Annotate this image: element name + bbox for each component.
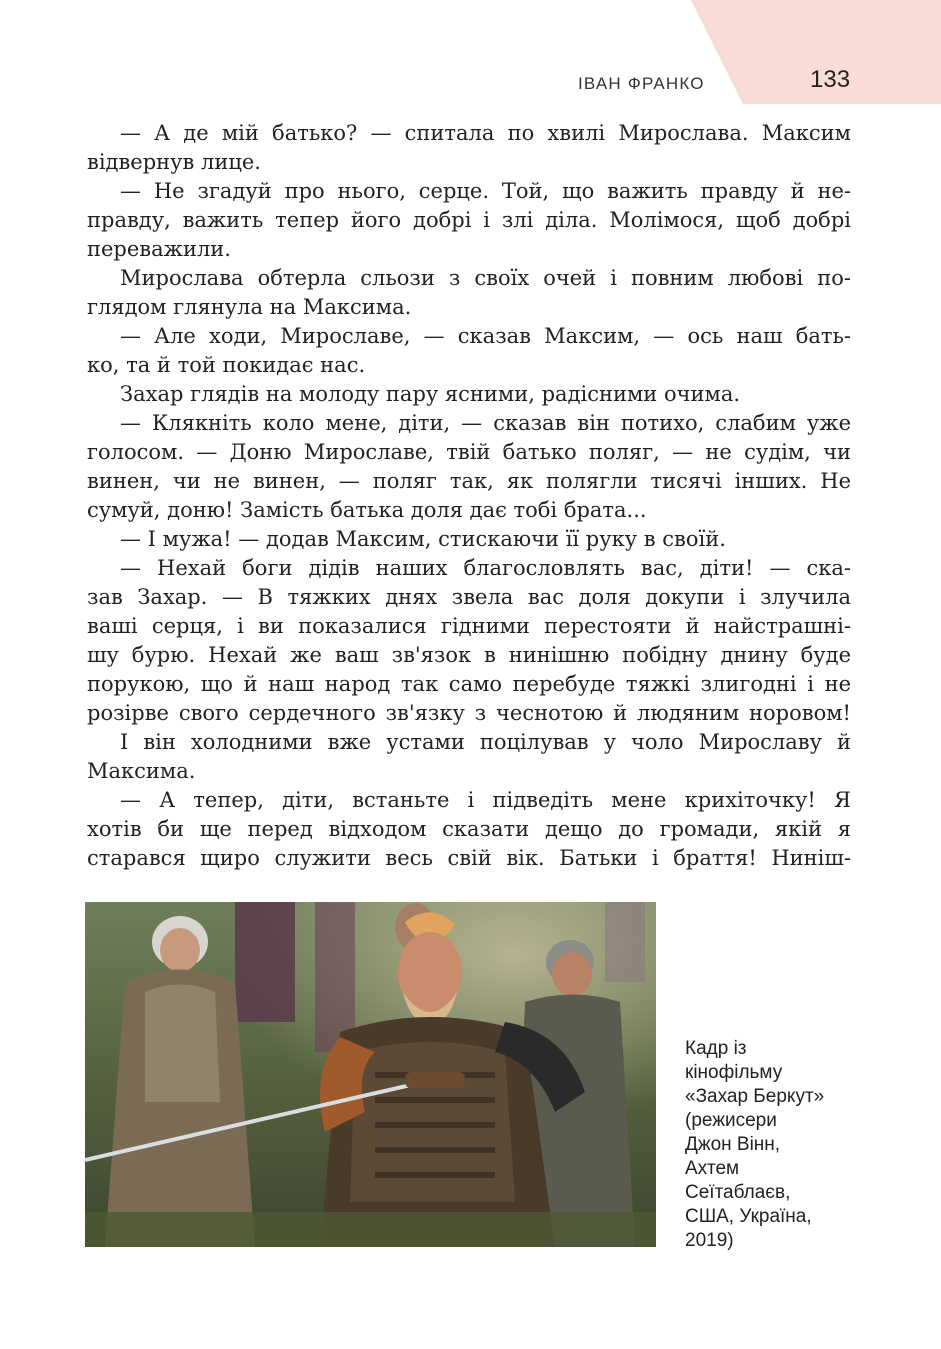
text-line: — Клякніть коло мене, діти, — сказав він потихо, слабим уже <box>120 411 851 435</box>
caption-line: США, Україна, <box>685 1206 812 1227</box>
text-line: розірве свого сердечного зв'язку з чеснотою й людяним норовом! <box>87 701 851 725</box>
text-line: відвернув лице. <box>87 150 261 174</box>
text-line: переважили. <box>87 237 231 261</box>
caption-line: 2019) <box>685 1230 734 1251</box>
caption-line: (режисери <box>685 1110 777 1131</box>
text-line: Максима. <box>87 759 196 783</box>
caption-line: Ахтем <box>685 1158 740 1179</box>
text-line: старався щиро служити весь свій вік. Батьки і браття! Ниніш- <box>87 846 851 870</box>
text-line: глядом глянула на Максима. <box>87 295 412 319</box>
text-line: хотів би ще перед відходом сказати дещо до громади, якій я <box>87 817 851 841</box>
text-line: ко, та й той покидає нас. <box>87 353 366 377</box>
film-still-image <box>85 902 656 1247</box>
text-line: шу бурю. Нехай же ваш зв'язок в нинішню побідну днину буде <box>87 643 851 667</box>
text-line: зав Захар. — В тяжких днях звела вас доля докупи і злучила <box>87 585 851 609</box>
text-line: — Але ходи, Мирославе, — сказав Максим, — ось наш бать- <box>120 324 851 348</box>
text-line: Мирослава обтерла сльози з своїх очей і повним любові по- <box>120 266 851 290</box>
text-line: порукою, що й наш народ так само перебуде тяжкі злигодні і не <box>87 672 851 696</box>
page-number: 133 <box>810 66 851 93</box>
text-line: — Нехай боги дідів наших благословлять вас, діти! — ска- <box>120 556 851 580</box>
text-line: сумуй, доню! Замість батька доля дає тобі брата... <box>87 498 647 522</box>
caption-line: кінофільму <box>685 1062 783 1083</box>
body-text <box>87 119 851 873</box>
caption-line: Кадр із <box>685 1038 747 1059</box>
text-line: — Не згадуй про нього, серце. Той, що важить правду й не- <box>120 179 851 203</box>
text-line: винен, чи не винен, — поляг так, як полягли тисячі інших. Не <box>87 469 851 493</box>
text-line: голосом. — Доню Мирославе, твій батько поляг, — не судім, чи <box>87 440 851 464</box>
text-line: правду, важить тепер його добрі і злі діла. Молімося, щоб добрі <box>87 208 851 232</box>
text-line: Захар глядів на молоду пару ясними, радісними очима. <box>120 382 741 406</box>
text-line: — А де мій батько? — спитала по хвилі Мирослава. Максим <box>120 121 851 145</box>
text-line: ваші серця, і ви показалися гідними перестояти й найстрашні- <box>87 614 851 638</box>
running-head: ІВАН ФРАНКО <box>578 74 705 93</box>
text-line: — А тепер, діти, встаньте і підведіть мене крихіточку! Я <box>120 788 851 812</box>
caption-line: «Захар Беркут» <box>685 1086 825 1107</box>
image-caption <box>685 1037 885 1253</box>
text-line: І він холодними вже устами поцілував у чоло Мирославу й <box>120 730 851 754</box>
text-line: — І мужа! — додав Максим, стискаючи її руку в своїй. <box>120 527 726 551</box>
caption-line: Сеїтаблаєв, <box>685 1182 791 1203</box>
caption-line: Джон Вінн, <box>685 1134 781 1155</box>
